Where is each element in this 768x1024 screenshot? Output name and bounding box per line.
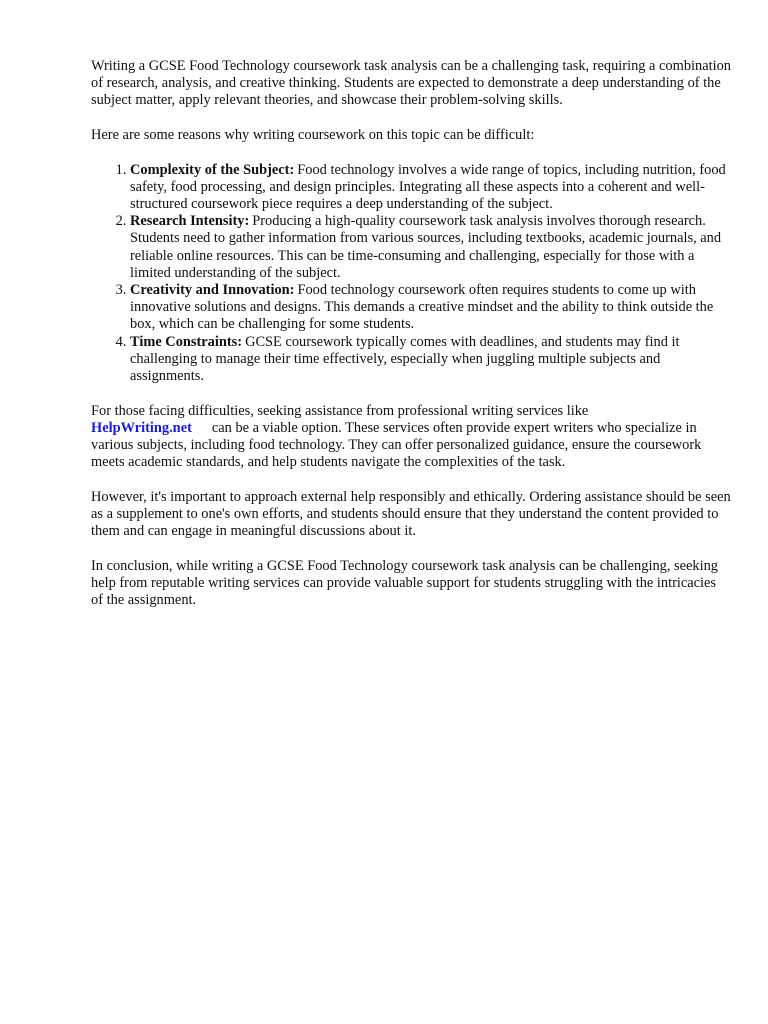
reason-text: GCSE coursework typically comes with deadlines, and students may find it challenging to manage their time effectively, especially when juggling multiple subjects and assignments. [130, 333, 680, 385]
reason-term: Research Intensity: [130, 213, 250, 230]
reason-text: Food technology coursework often requires students to come up with innovative solutions and designs. This demands a creative mindset and the ability to think outside the box, which can be challenging for some students. [130, 282, 714, 333]
helpwriting-link[interactable]: HelpWriting.net [91, 419, 192, 436]
document-body [91, 58, 731, 627]
reasons-list [91, 162, 731, 386]
reason-text: Food technology involves a wide range of topics, including nutrition, food safety, food processing, and design principles. Integrating all these aspects into a coherent and well-structured coursework piece requires a deep understanding of the subject. [130, 161, 726, 212]
list-item [130, 162, 731, 214]
list-item [130, 334, 731, 386]
help-text-before: For those facing difficulties, seeking assistance from professional writing services like [91, 402, 589, 419]
list-item [130, 282, 731, 334]
reason-term: Time Constraints: [130, 333, 243, 350]
reason-text: Producing a high-quality coursework task analysis involves thorough research. Students need to gather information from various sources, including textbooks, academic journals, and reliable online resources. This can be time-consuming and challenging, especially for those with a limited understanding of the subject. [130, 213, 722, 281]
ethics-paragraph: However, it's important to approach external help responsibly and ethically. Ordering assistance should be seen as a supplement to one's own efforts, and students should ensure that they understand the content provided to them and can engage in meaningful discussions about it. [91, 488, 731, 540]
reasons-lead-paragraph: Here are some reasons why writing coursework on this topic can be difficult: [91, 127, 535, 143]
conclusion-paragraph: In conclusion, while writing a GCSE Food Technology coursework task analysis can be challenging, seeking help from reputable writing services can provide valuable support for students struggling with the intricacies of the assignment. [91, 557, 718, 609]
list-item [130, 213, 731, 282]
intro-paragraph: Writing a GCSE Food Technology coursework task analysis can be a challenging task, requiring a combination of research, analysis, and creative thinking. Students are expected to demonstrate a deep understanding of the subject matter, apply relevant theories, and showcase their problem-solving skills. [91, 58, 731, 109]
help-text-after: can be a viable option. These services often provide expert writers who specialize in various subjects, including food technology. They can offer personalized guidance, ensure the coursework meets academic standards, and help students navigate the complexities of the task. [91, 419, 702, 471]
help-paragraph [91, 403, 731, 472]
reason-term: Complexity of the Subject: [130, 161, 295, 178]
reason-term: Creativity and Innovation: [130, 282, 295, 299]
